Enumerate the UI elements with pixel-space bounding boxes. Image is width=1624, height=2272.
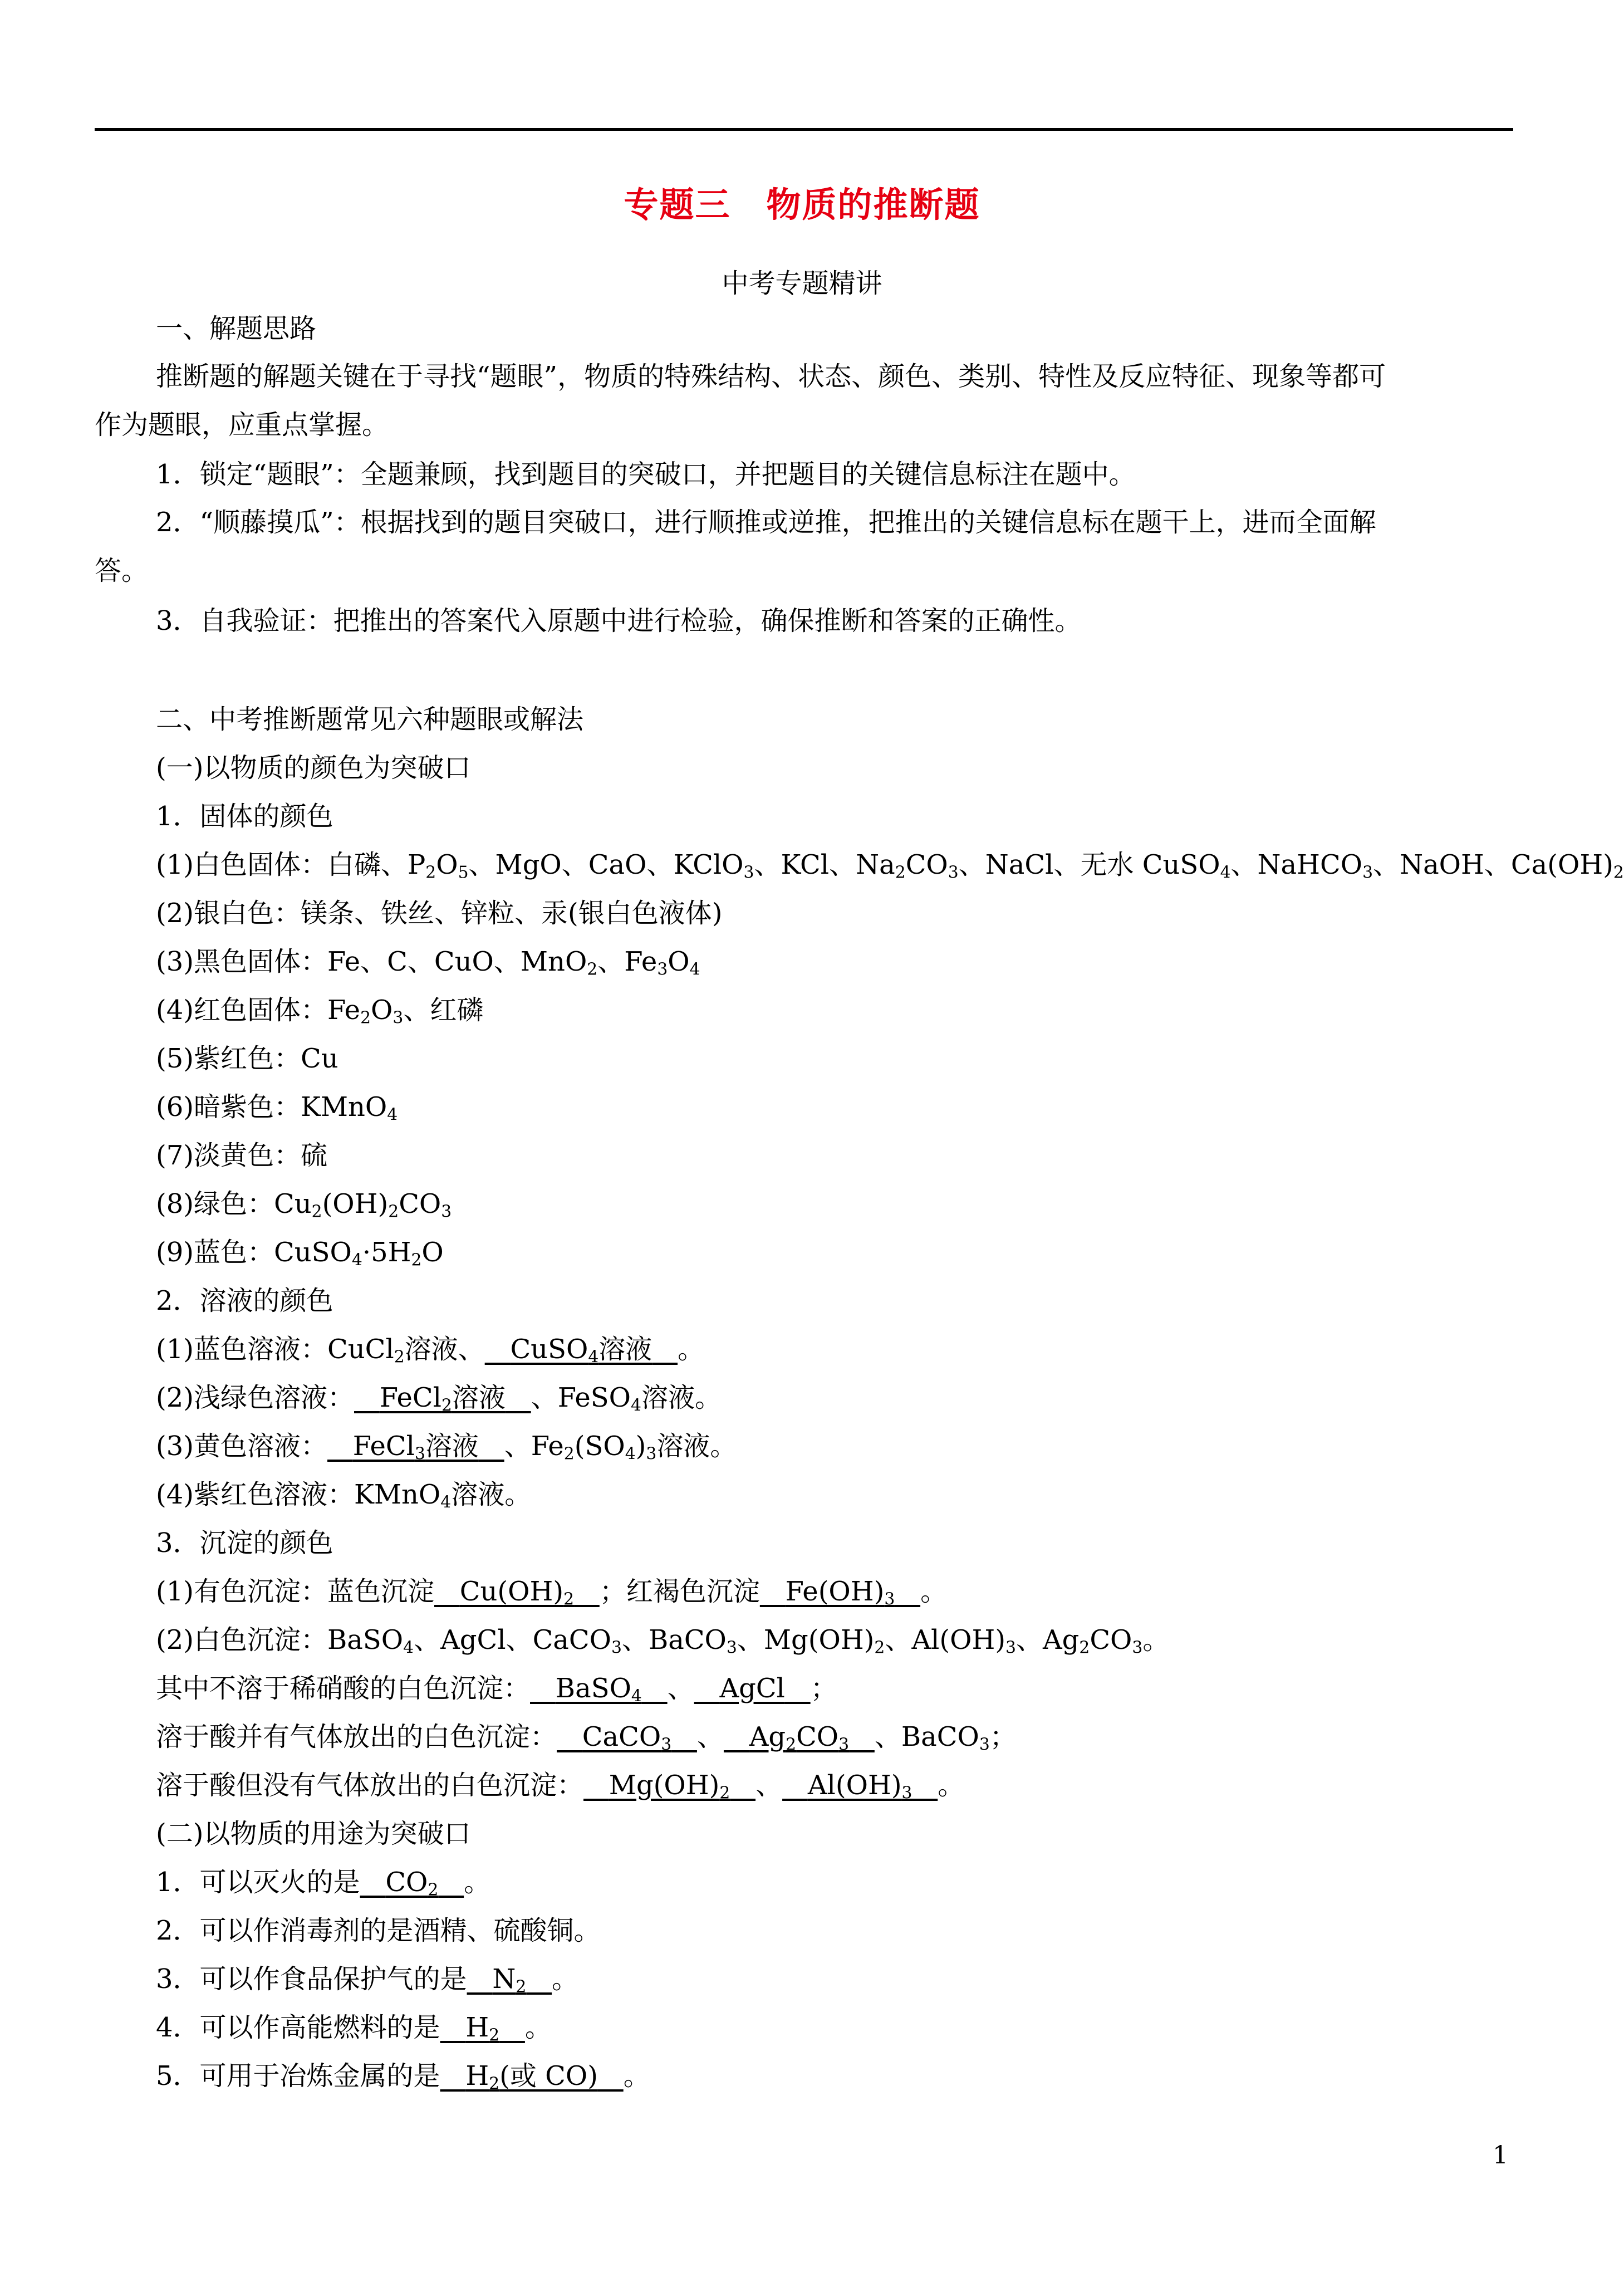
list-item: (1)蓝色溶液：CuCl$_2$溶液、 CuSO$_4$溶液 。 xyxy=(156,1334,705,1367)
answer-blank: $H_2$(或 CO) xyxy=(465,2060,598,2094)
subsection-heading: (一)以物质的颜色为突破口 xyxy=(156,752,471,784)
list-heading: 1．固体的颜色 xyxy=(156,801,333,832)
paragraph-line: 作为题眼，应重点掌握。 xyxy=(95,409,389,440)
list-item: (2)银白色：镁条、铁丝、锌粒、汞(银白色液体) xyxy=(156,898,723,929)
list-item: (4)红色固体：$Fe_2O_3$、红磷 xyxy=(156,995,484,1028)
list-item: (3)黑色固体：Fe、C、CuO、MnO$_2$、$Fe_3O_4$ xyxy=(156,946,700,980)
answer-blank: $Cu(OH)_2$ xyxy=(459,1576,575,1609)
list-item: 溶于酸但没有气体放出的白色沉淀： $Mg(OH)_2$ 、 $Al(OH)_3$ 。 xyxy=(156,1770,965,1803)
answer-blank: FeCl$_2$溶液 xyxy=(379,1382,506,1416)
list-item: 3．可以作食品保护气的是 $N_2$ 。 xyxy=(156,1963,579,1997)
list-item: (2)浅绿色溶液： FeCl$_2$溶液 、FeSO$_4$溶液。 xyxy=(156,1382,722,1416)
paragraph-line: 答。 xyxy=(95,555,149,586)
answer-blank: $Mg(OH)_2$ xyxy=(609,1770,730,1803)
header-rule xyxy=(95,128,1513,131)
list-item: (6)暗紫色：KMnO$_4$ xyxy=(156,1091,398,1125)
list-item: (5)紫红色：Cu xyxy=(156,1043,338,1074)
list-item: 其中不溶于稀硝酸的白色沉淀： BaSO$_4$ 、 AgCl ； xyxy=(156,1673,837,1706)
paragraph-line: 3．自我验证：把推出的答案代入原题中进行检验，确保推断和答案的正确性。 xyxy=(156,605,1082,636)
answer-blank: CaCO$_3$ xyxy=(582,1721,672,1755)
page-title: 专题三 物质的推断题 xyxy=(624,184,980,225)
list-item: (3)黄色溶液： FeCl$_3$溶液 、$Fe_2(SO_4)_3$溶液。 xyxy=(156,1431,737,1464)
paragraph-line: 1．锁定“题眼”：全题兼顾，找到题目的突破口，并把题目的关键信息标注在题中。 xyxy=(156,459,1136,490)
list-item: (2)白色沉淀：BaSO$_4$、AgCl、CaCO$_3$、BaCO$_3$、$Mg(OH)_2$、$Al(OH)_3$、$Ag_2CO_3$。 xyxy=(156,1624,1170,1658)
answer-blank: AgCl xyxy=(719,1673,785,1704)
answer-blank: $Al(OH)_3$ xyxy=(807,1770,912,1803)
paragraph-line: 2．“顺藤摸瓜”：根据找到的题目突破口，进行顺推或逆推，把推出的关键信息标在题干上，进而全面解 xyxy=(156,507,1376,538)
answer-blank: $N_2$ xyxy=(492,1963,527,1997)
answer-blank: CuSO$_4$溶液 xyxy=(510,1334,652,1367)
list-item: 4．可以作高能燃料的是 $H_2$ 。 xyxy=(156,2012,552,2045)
list-item: (9)蓝色：$CuSO_4\cdot 5H_2O$ xyxy=(156,1237,444,1270)
list-item: (7)淡黄色：硫 xyxy=(156,1140,327,1171)
list-item: 溶于酸并有气体放出的白色沉淀： CaCO$_3$ 、 $Ag_2CO_3$ 、BaCO$_3$； xyxy=(156,1721,1017,1755)
answer-blank: $H_2$ xyxy=(465,2012,500,2045)
list-item: (1)有色沉淀：蓝色沉淀 $Cu(OH)_2$ ；红褐色沉淀 $Fe(OH)_3$ 。 xyxy=(156,1576,948,1609)
list-heading: 2．溶液的颜色 xyxy=(156,1285,333,1316)
answer-blank: $Ag_2CO_3$ xyxy=(749,1721,850,1755)
list-item: 5．可用于冶炼金属的是 $H_2$(或 CO) 。 xyxy=(156,2060,650,2094)
paragraph-line: 推断题的解题关键在于寻找“题眼”，物质的特殊结构、状态、颜色、类别、特性及反应特征、现象等都可 xyxy=(156,361,1386,392)
page-subtitle: 中考专题精讲 xyxy=(722,268,882,299)
list-item: (4)紫红色溶液：KMnO$_4$溶液。 xyxy=(156,1479,532,1512)
answer-blank: FeCl$_3$溶液 xyxy=(352,1431,479,1464)
list-heading: 3．沉淀的颜色 xyxy=(156,1527,333,1559)
page-number: 1 xyxy=(1493,2141,1508,2170)
answer-blank: $Fe(OH)_3$ xyxy=(785,1576,895,1609)
section-heading: 一、解题思路 xyxy=(156,313,317,344)
subsection-heading: (二)以物质的用途为突破口 xyxy=(156,1818,471,1849)
list-item: (8)绿色：$Cu_2(OH)_2CO_3$ xyxy=(156,1188,452,1222)
list-item: (1)白色固体：白磷、$P_2O_5$、MgO、CaO、KClO$_3$、KCl、$Na_2CO_3$、NaCl、无水 CuSO$_4$、NaHCO$_3$、NaOH、$Ca(OH)_2$ xyxy=(156,849,1624,883)
section-heading: 二、中考推断题常见六种题眼或解法 xyxy=(156,704,584,735)
answer-blank: $CO_2$ xyxy=(385,1867,439,1900)
list-item: 1．可以灭火的是 $CO_2$ 。 xyxy=(156,1867,491,1900)
list-item: 2．可以作消毒剂的是酒精、硫酸铜。 xyxy=(156,1915,601,1946)
answer-blank: BaSO$_4$ xyxy=(555,1673,642,1706)
